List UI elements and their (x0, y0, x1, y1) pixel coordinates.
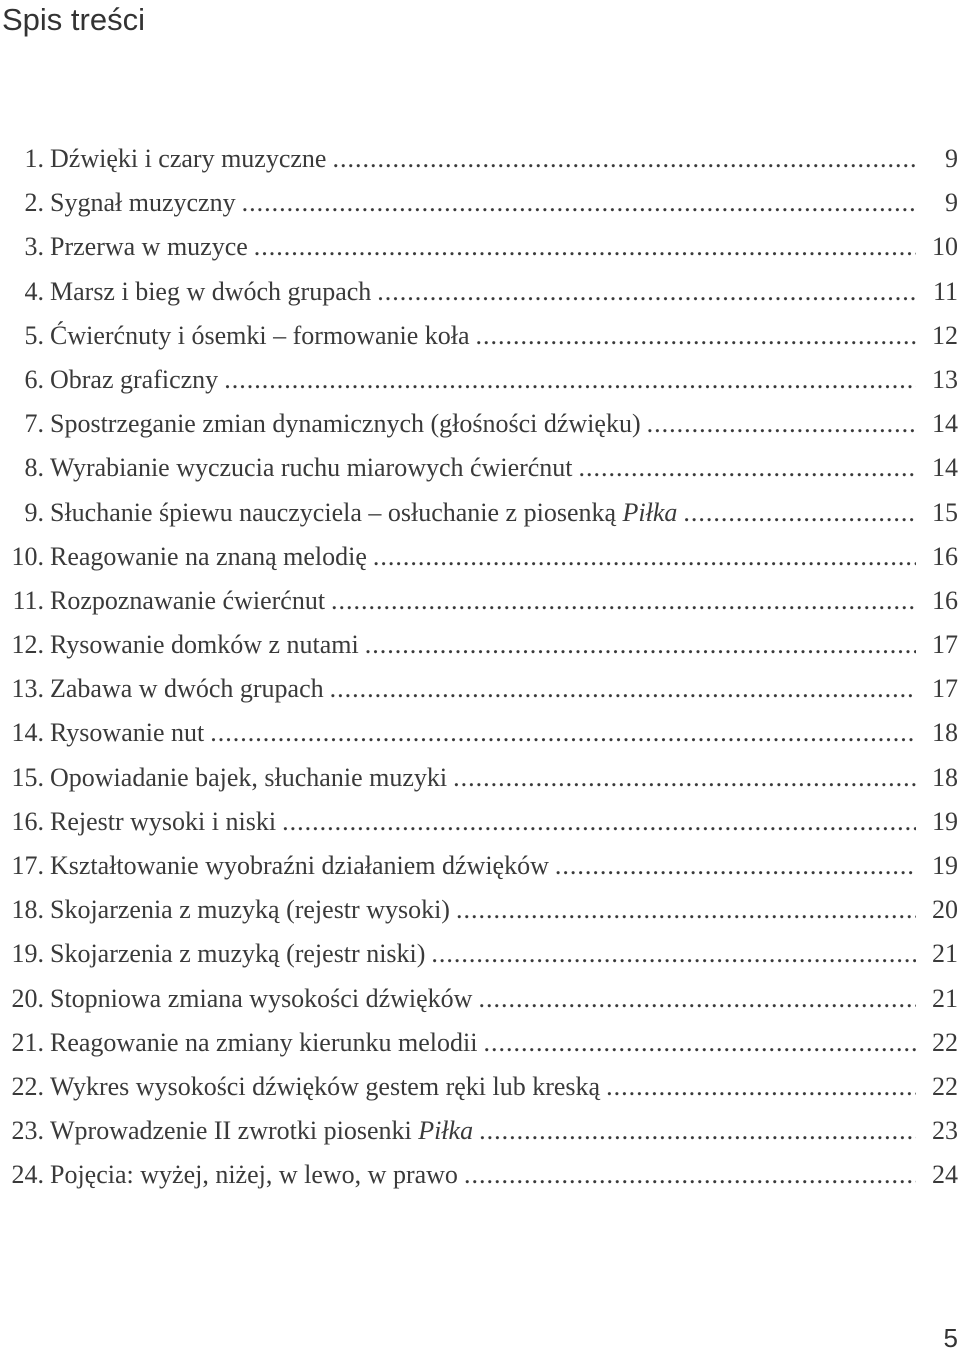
toc-entry-title-text: Marsz i bieg w dwóch grupach (50, 276, 372, 306)
toc-entry[interactable] (0, 358, 960, 402)
toc-entry[interactable] (0, 932, 960, 976)
toc-entry-title-text: Wykres wysokości dźwięków gestem ręki lub kreską (50, 1071, 601, 1101)
toc-dot-leader (647, 402, 916, 446)
toc-entry-title-text: Reagowanie na znaną melodię (50, 541, 367, 571)
toc-entry[interactable] (0, 756, 960, 800)
toc-dot-leader (330, 667, 916, 711)
toc-entry-title (44, 623, 359, 667)
toc-entry-title-italic: Piłka (418, 1116, 474, 1146)
toc-dot-leader (242, 181, 916, 225)
toc-entry[interactable] (0, 491, 960, 535)
toc-dot-leader (210, 711, 916, 755)
toc-entry-page: 14 (932, 409, 958, 439)
toc-entry-title (44, 1109, 473, 1153)
toc-dot-leader (453, 756, 916, 800)
toc-dot-leader (224, 358, 916, 402)
toc-entry[interactable] (0, 711, 960, 755)
toc-dot-leader (478, 977, 916, 1021)
toc-entry-number: 7. (24, 409, 44, 439)
toc-entry-title (44, 932, 425, 976)
toc-entry-title (44, 137, 326, 181)
toc-entry-title-text: Sygnał muzyczny (50, 188, 236, 218)
toc-entry[interactable] (0, 623, 960, 667)
toc-entry-page: 16 (932, 585, 958, 615)
toc-entry-title-text: Rejestr wysoki i niski (50, 806, 277, 836)
toc-entry[interactable] (0, 535, 960, 579)
toc-entry-title-text: Wyrabianie wyczucia ruchu miarowych ćwierćnut (50, 453, 573, 483)
toc-entry-page: 23 (932, 1116, 958, 1146)
toc-entry-title (44, 667, 324, 711)
toc-dot-leader (555, 844, 916, 888)
toc-entry-title-text: Spostrzeganie zmian dynamicznych (głośności dźwięku) (50, 409, 641, 439)
toc-dot-leader (579, 446, 916, 490)
toc-dot-leader (282, 800, 916, 844)
toc-entry-page: 22 (932, 1071, 958, 1101)
toc-dot-leader (476, 314, 916, 358)
toc-entry-page: 22 (932, 1027, 958, 1057)
toc-entry-page: 18 (932, 718, 958, 748)
toc-entry-title (44, 491, 677, 535)
toc-entry-title-text: Przerwa w muzyce (50, 232, 248, 262)
toc-entry[interactable] (0, 181, 960, 225)
toc-entry[interactable] (0, 446, 960, 490)
toc-entry[interactable] (0, 402, 960, 446)
toc-entry[interactable] (0, 225, 960, 269)
toc-entry-number: 11. (12, 585, 44, 615)
toc-entry[interactable] (0, 579, 960, 623)
page-title: Spis treści (2, 2, 145, 37)
toc-dot-leader (683, 491, 916, 535)
toc-entry-title (44, 402, 641, 446)
toc-dot-leader (254, 225, 916, 269)
toc-entry-title-text: Skojarzenia z muzyką (rejestr wysoki) (50, 895, 450, 925)
toc-entry-page: 20 (932, 895, 958, 925)
toc-entry-page: 11 (932, 276, 958, 306)
toc-entry-number: 14. (11, 718, 44, 748)
toc-entry-number: 18. (11, 895, 44, 925)
toc-entry-title-text: Opowiadanie bajek, słuchanie muzyki (50, 762, 448, 792)
toc-entry-title (44, 756, 447, 800)
toc-entry-number: 20. (11, 983, 44, 1013)
toc-entry-page: 14 (932, 453, 958, 483)
toc-entry-title (44, 446, 573, 490)
toc-entry-title-text: Kształtowanie wyobraźni działaniem dźwięków (50, 851, 549, 880)
toc-dot-leader (479, 1109, 916, 1153)
toc-entry-title (44, 270, 371, 314)
toc-dot-leader (606, 1065, 916, 1109)
toc-entry-number: 10. (11, 541, 44, 571)
toc-entry-number: 13. (11, 674, 44, 704)
toc-dot-leader (431, 932, 916, 976)
toc-entry-title (44, 1153, 458, 1197)
toc-entry-page: 21 (932, 983, 958, 1013)
toc-entry-title (44, 888, 450, 932)
toc-entry-title (44, 535, 367, 579)
toc-dot-leader (331, 579, 916, 623)
toc-entry-title-text: Pojęcia: wyżej, niżej, w lewo, w prawo (50, 1160, 458, 1190)
toc-entry[interactable] (0, 1153, 960, 1197)
toc-dot-leader (377, 270, 916, 314)
toc-entry[interactable] (0, 844, 960, 888)
toc-entry-title-text: Rysowanie nut (50, 718, 205, 748)
toc-entry[interactable] (0, 800, 960, 844)
toc-entry-number: 3. (24, 232, 44, 262)
toc-entry-title-text: Skojarzenia z muzyką (rejestr niski) (50, 939, 426, 969)
toc-entry-title-text: Wprowadzenie II zwrotki piosenki (50, 1116, 419, 1146)
toc-entry-page: 19 (932, 851, 958, 880)
toc-entry-number: 17. (11, 851, 44, 880)
toc-entry[interactable] (0, 1109, 960, 1153)
toc-dot-leader (456, 888, 916, 932)
toc-entry-title (44, 1065, 600, 1109)
toc-entry-title (44, 977, 472, 1021)
toc-entry-number: 5. (24, 320, 44, 350)
toc-entry-title-text: Dźwięki i czary muzyczne (50, 144, 327, 173)
toc-entry-page: 17 (932, 674, 958, 704)
toc-entry-title-italic: Piłka (622, 497, 678, 527)
toc-entry-page: 10 (932, 232, 958, 262)
toc-entry-title (44, 358, 218, 402)
toc-entry-title (44, 314, 470, 358)
toc-entry[interactable] (0, 1021, 960, 1065)
toc-entry-number: 12. (11, 630, 44, 660)
toc-entry[interactable] (0, 137, 960, 181)
toc-entry[interactable] (0, 270, 960, 314)
toc-entry-page: 18 (932, 762, 958, 792)
toc-entry-title (44, 800, 276, 844)
toc-entry-title-text: Obraz graficzny (50, 364, 219, 394)
toc-entry-title-text: Ćwierćnuty i ósemki – formowanie koła (50, 320, 470, 350)
toc-entry-title (44, 579, 325, 623)
toc-entry[interactable] (0, 314, 960, 358)
toc-entry[interactable] (0, 977, 960, 1021)
toc-entry-page: 16 (932, 541, 958, 571)
toc-dot-leader (332, 137, 916, 181)
toc-entry-number: 8. (24, 453, 44, 483)
toc-entry-title-text: Reagowanie na zmiany kierunku melodii (50, 1027, 478, 1057)
toc-entry-page: 15 (932, 497, 958, 527)
toc-entry-title-text: Słuchanie śpiewu nauczyciela – osłuchanie z piosenką (50, 497, 623, 527)
toc-entry-title (44, 225, 248, 269)
table-of-contents (0, 137, 960, 1198)
toc-entry[interactable] (0, 1065, 960, 1109)
toc-entry-number: 1. (24, 144, 44, 173)
toc-entry-number: 15. (11, 762, 44, 792)
toc-dot-leader (365, 623, 916, 667)
toc-entry-number: 6. (24, 364, 44, 394)
toc-entry-title-text: Zabawa w dwóch grupach (50, 674, 324, 704)
toc-entry-number: 9. (24, 497, 44, 527)
toc-entry-title (44, 844, 549, 888)
toc-entry-page: 19 (932, 806, 958, 836)
toc-entry-title (44, 181, 236, 225)
toc-entry-page: 24 (932, 1160, 958, 1190)
toc-entry-page: 9 (945, 188, 958, 218)
toc-entry-number: 23. (11, 1116, 44, 1146)
toc-entry-title-text: Stopniowa zmiana wysokości dźwięków (50, 983, 473, 1013)
toc-entry-page: 21 (932, 939, 958, 969)
toc-entry-number: 21. (11, 1027, 44, 1057)
toc-entry-page: 9 (945, 144, 958, 173)
toc-entry-number: 16. (11, 806, 44, 836)
toc-entry-number: 24. (11, 1160, 44, 1190)
toc-entry-number: 2. (24, 188, 44, 218)
toc-entry-number: 4. (24, 276, 44, 306)
toc-dot-leader (483, 1021, 916, 1065)
toc-entry-title (44, 711, 204, 755)
toc-dot-leader (373, 535, 916, 579)
toc-entry[interactable] (0, 667, 960, 711)
toc-entry-number: 19. (11, 939, 44, 969)
toc-entry-page: 13 (932, 364, 958, 394)
toc-entry-title (44, 1021, 477, 1065)
toc-entry-title-text: Rysowanie domków z nutami (50, 630, 359, 660)
page-number: 5 (943, 1323, 958, 1353)
toc-entry[interactable] (0, 888, 960, 932)
toc-entry-number: 22. (11, 1071, 44, 1101)
toc-dot-leader (464, 1153, 916, 1197)
toc-entry-page: 12 (932, 320, 958, 350)
toc-entry-page: 17 (932, 630, 958, 660)
toc-entry-title-text: Rozpoznawanie ćwierćnut (50, 585, 326, 615)
